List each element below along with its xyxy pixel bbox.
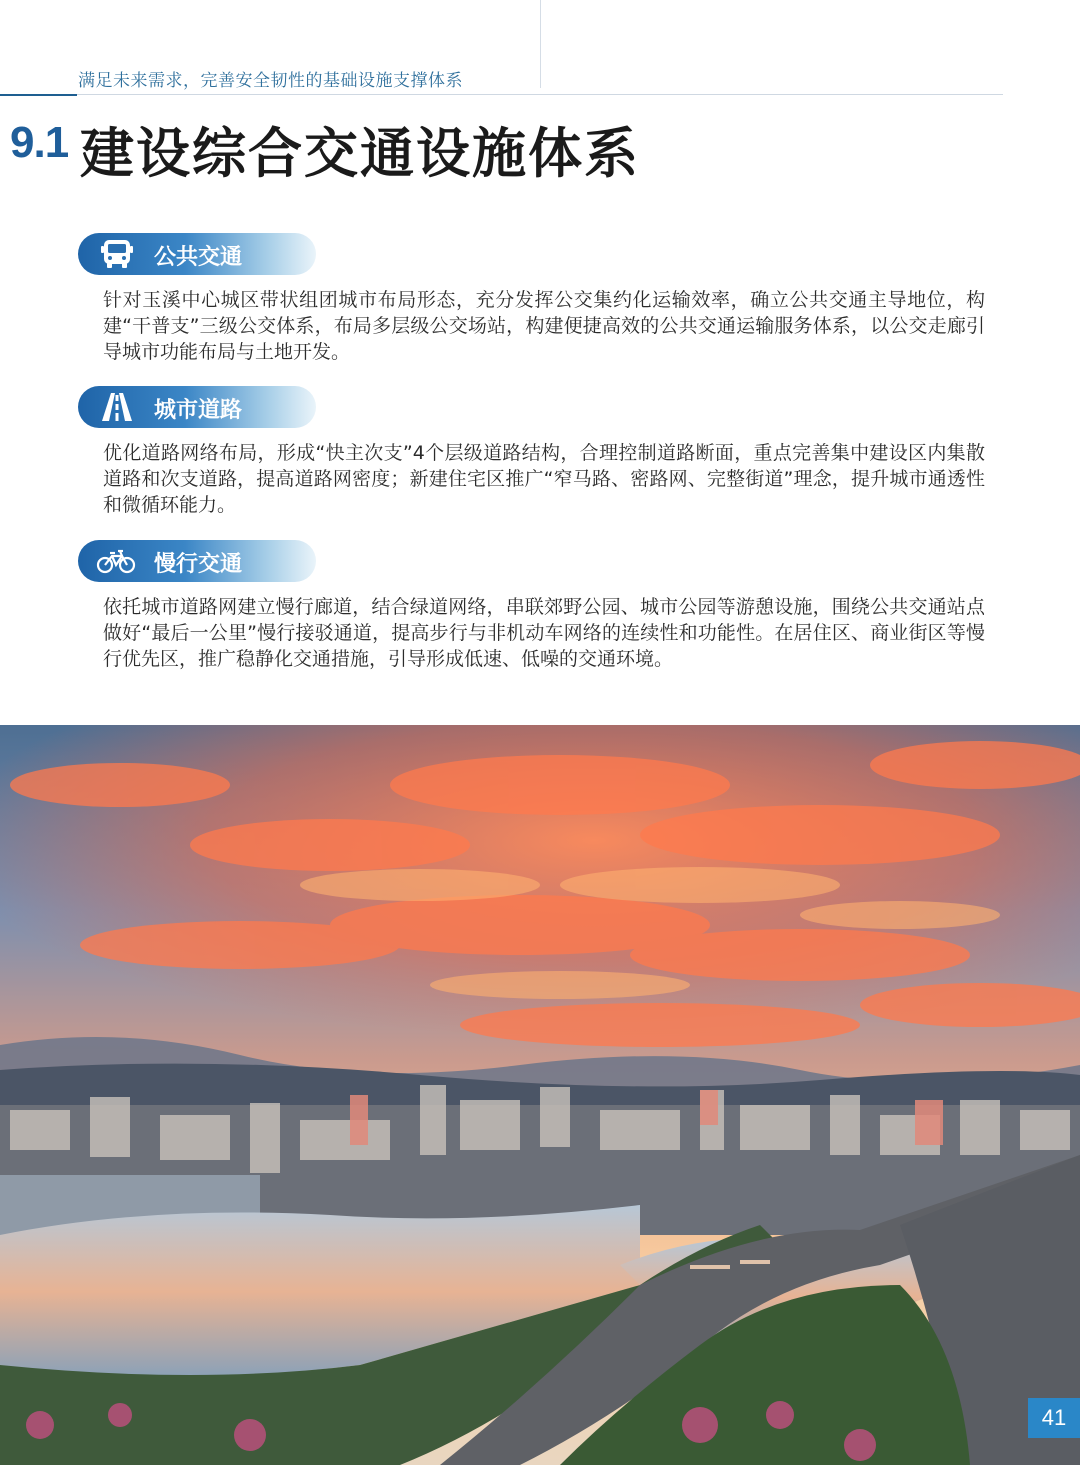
header-rule xyxy=(77,94,1003,95)
item-title: 慢行交通 xyxy=(154,552,243,577)
road-icon xyxy=(100,392,134,422)
item-body: 优化道路网络布局，形成“快主次支”4个层级道路结构，合理控制道路断面，重点完善集中建设区内集散道路和次支道路，提高道路网密度；新建住宅区推广“窄马路、密路网、完整街道”理念，提升城市通透性和微循环能力。 xyxy=(103,442,985,516)
section-number: 9.1 xyxy=(10,118,69,167)
page-number: 41 xyxy=(1028,1398,1080,1438)
bus-icon xyxy=(100,239,134,269)
header-divider-vertical xyxy=(540,0,541,88)
bicycle-icon xyxy=(96,546,136,576)
header-rule-accent xyxy=(0,94,77,96)
item-body: 依托城市道路网建立慢行廊道，结合绿道网络，串联郊野公园、城市公园等游憩设施，围绕公共交通站点做好“最后一公里”慢行接驳通道，提高步行与非机动车网络的连续性和功能性。在居住区、商业街区等慢行优先区，推广稳静化交通措施，引导形成低速、低噪的交通环境。 xyxy=(103,596,985,670)
item-heading-slow-traffic xyxy=(78,540,316,582)
item-heading-public-transport xyxy=(78,233,316,275)
chapter-subtitle: 满足未来需求，完善安全韧性的基础设施支撑体系 xyxy=(78,71,463,91)
item-body: 针对玉溪中心城区带状组团城市布局形态，充分发挥公交集约化运输效率，确立公共交通主导地位，构建“干普支”三级公交体系，布局多层级公交场站，构建便捷高效的公共交通运输服务体系，以公交走廊引导城市功能布局与土地开发。 xyxy=(103,289,985,363)
city-sunset-photo xyxy=(0,725,1080,1465)
section-title: 建设综合交通设施体系 xyxy=(80,122,640,185)
item-heading-urban-roads xyxy=(78,386,316,428)
item-title: 城市道路 xyxy=(154,398,243,423)
item-title: 公共交通 xyxy=(154,245,243,270)
